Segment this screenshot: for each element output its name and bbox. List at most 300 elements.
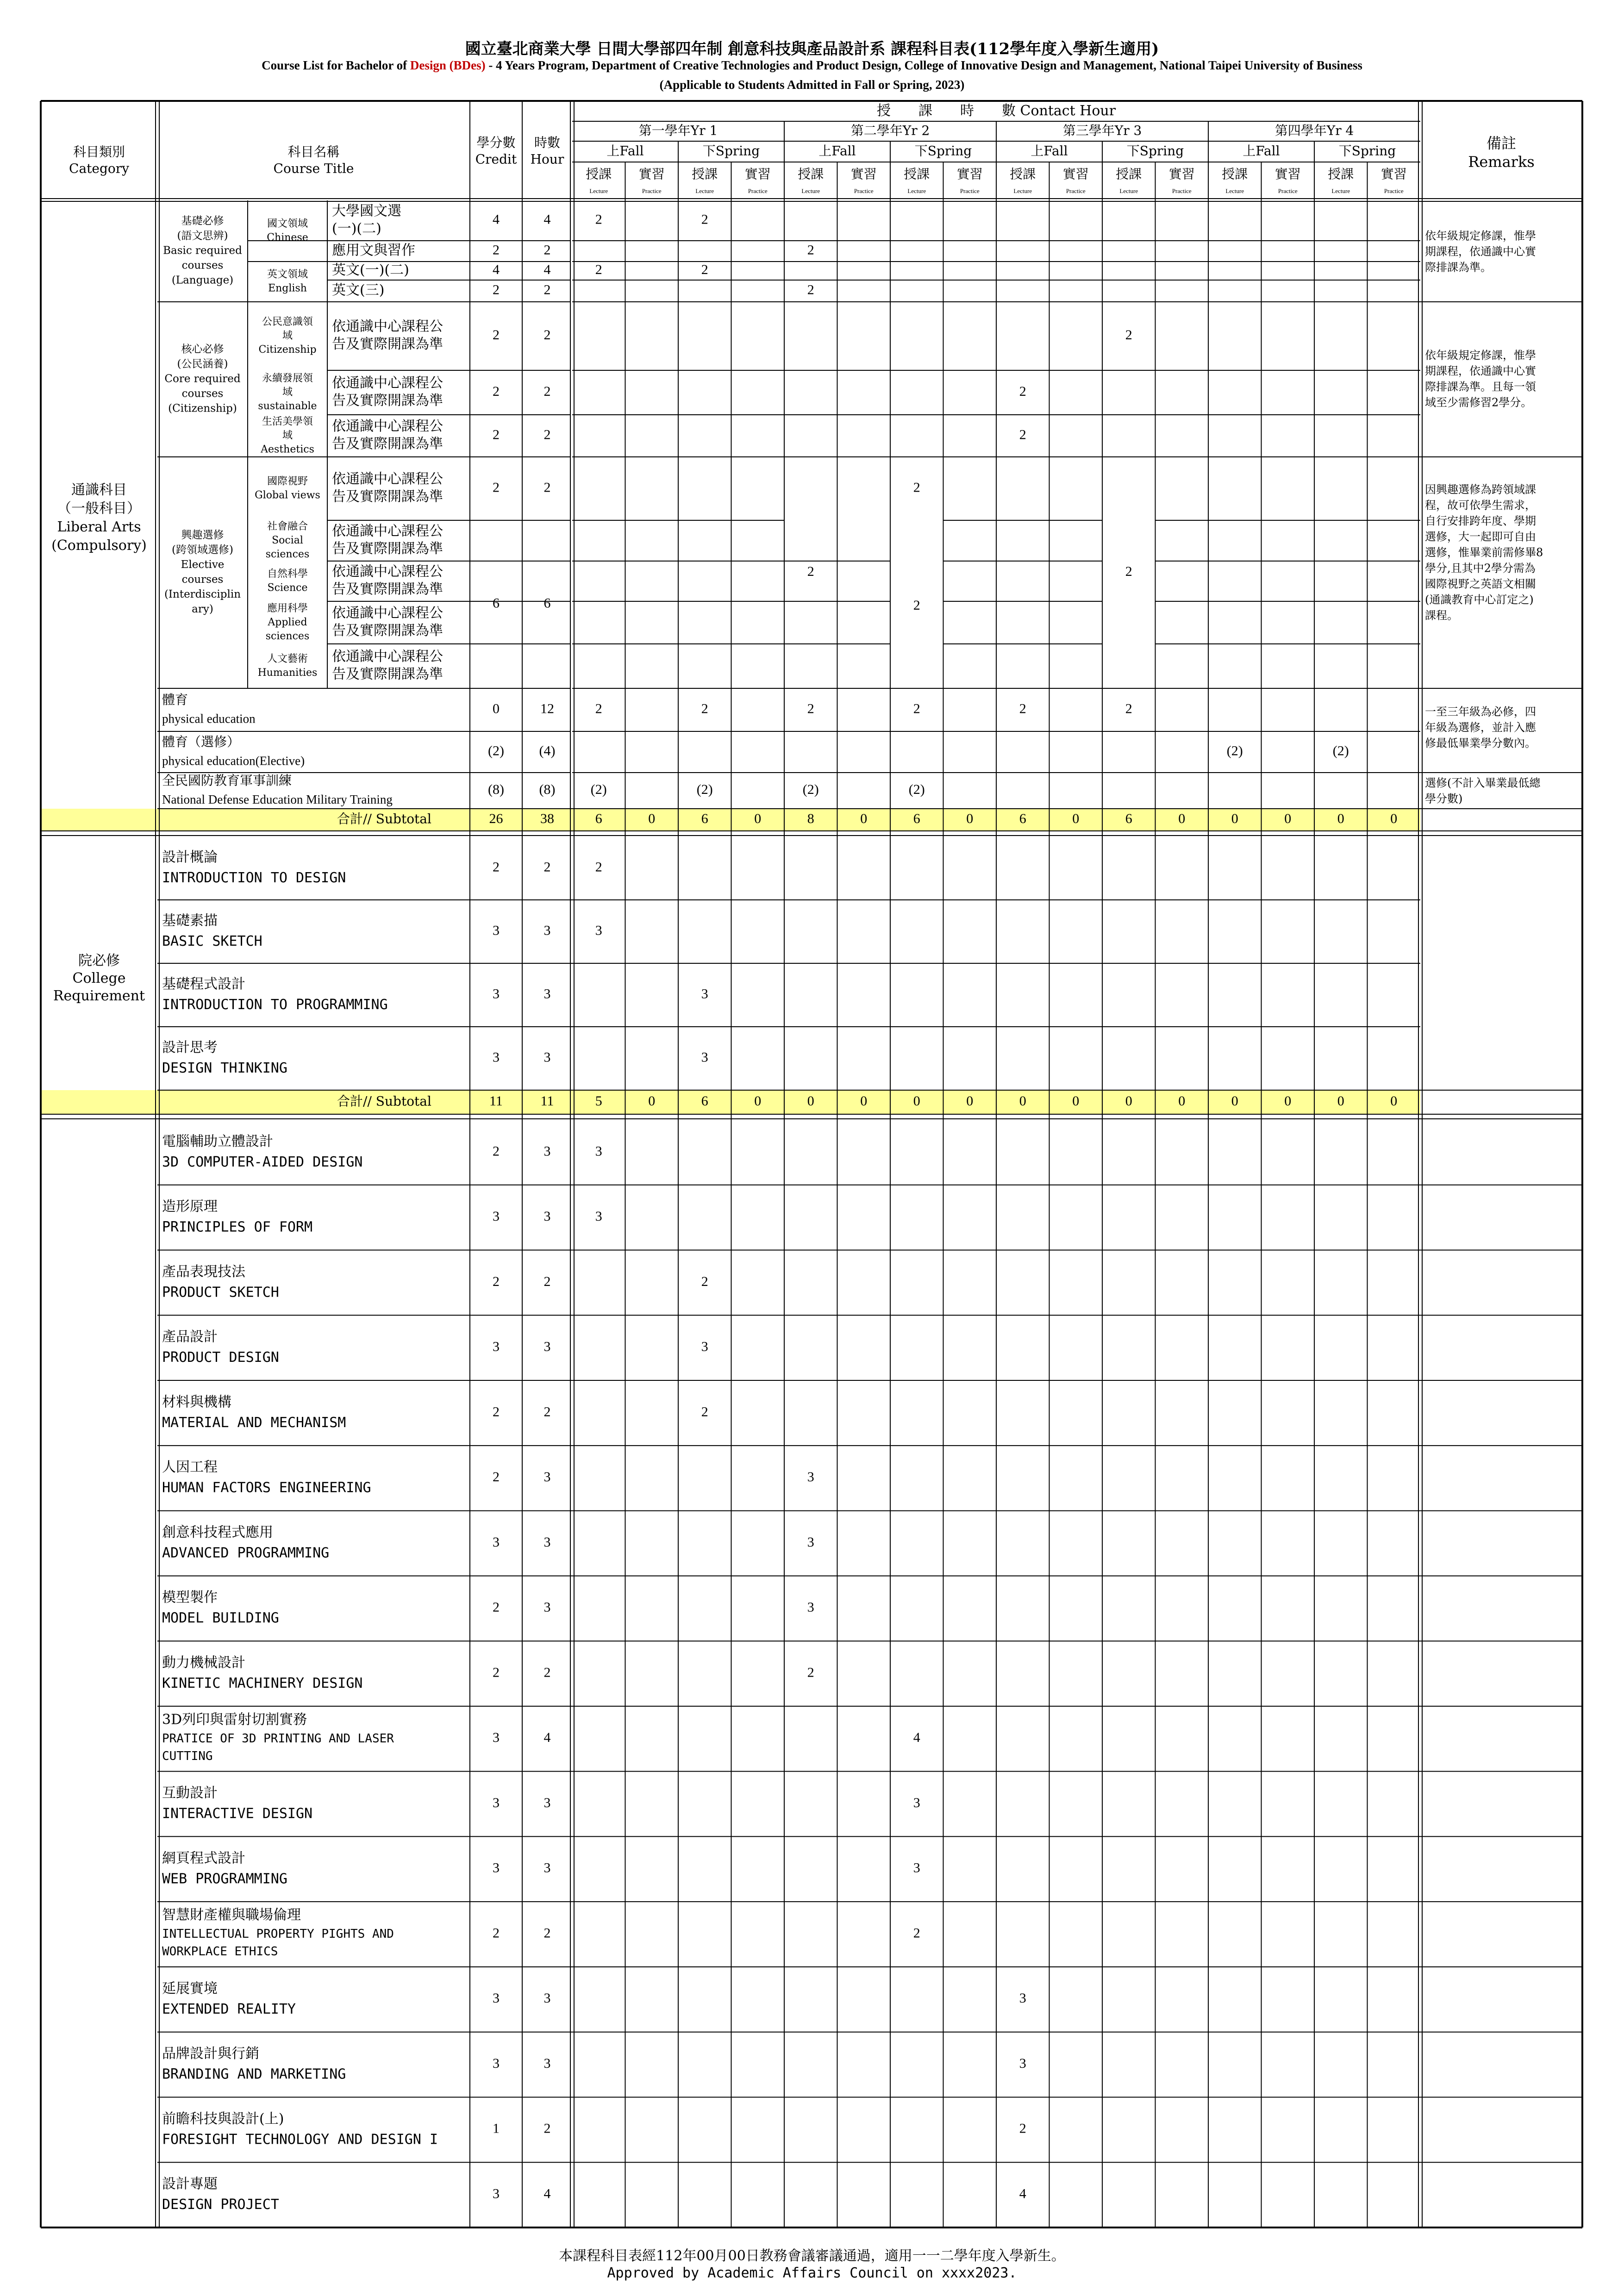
practice-header-en: Practice [1172, 187, 1192, 194]
field-label: English [268, 282, 307, 294]
course-title: 模型製作 [162, 1589, 218, 1606]
subtotal-row-college [41, 1090, 1420, 1114]
course-title-en: DESIGN THINKING [162, 1060, 287, 1076]
course-title: 依通識中心課程公 [332, 605, 443, 621]
hour-cell: 2 [543, 383, 551, 399]
field-label: 域 [282, 330, 293, 342]
group-label: (公民涵養) [177, 358, 228, 370]
course-title: 告及實際開課為準 [332, 336, 443, 352]
practice-header: 實習 [744, 166, 771, 182]
course-title: 依通識中心課程公 [332, 563, 443, 580]
semester-cell: 0 [807, 1093, 814, 1109]
semester-cell: 0 [966, 1093, 974, 1109]
practice-header: 實習 [850, 166, 877, 182]
field-label: 公民意識領 [262, 316, 313, 328]
remark-text: 際排課為準。 [1425, 261, 1492, 274]
hour-cell: 2 [543, 327, 551, 343]
group-label: (跨領域選修) [172, 544, 233, 556]
semester-cell: 2 [701, 1404, 708, 1420]
credit-cell: 2 [493, 1404, 500, 1420]
remark-text: 學分數) [1425, 792, 1463, 805]
semester-cell: 3 [1019, 2055, 1026, 2071]
remark-text: 期課程，依通識中心實 [1425, 245, 1536, 258]
hour-cell: 2 [543, 1925, 551, 1941]
fall-header: 上Fall [818, 143, 856, 159]
semester-cell: 3 [913, 1795, 920, 1810]
course-title: (一)(二) [332, 220, 381, 237]
course-title: 告及實際開課為準 [332, 666, 443, 682]
credit-cell: 2 [493, 383, 500, 399]
course-title-en: PRATICE OF 3D PRINTING AND LASER [162, 1731, 394, 1746]
credit-cell: 2 [493, 1273, 500, 1289]
approval-note-zh: 本課程科目表經112年00月00日教務會議審議通過，適用一一二學年度入學新生。 [559, 2248, 1065, 2264]
semester-cell: 2 [807, 242, 814, 258]
credit-cell: 2 [493, 1925, 500, 1941]
field-label: 國際視野 [267, 475, 308, 487]
practice-header: 實習 [1380, 166, 1407, 182]
remark-text: 因興趣選修為跨領域課 [1425, 483, 1536, 496]
credit-cell: 2 [493, 427, 500, 443]
hour-cell: 2 [543, 427, 551, 443]
semester-cell: 2 [595, 212, 602, 227]
practice-header-en: Practice [748, 187, 768, 194]
year-header: 第四學年Yr 4 [1274, 123, 1354, 138]
semester-cell: (2) [802, 781, 819, 797]
credit-cell: 3 [493, 1049, 500, 1065]
semester-cell: (2) [908, 781, 925, 797]
course-title-en: 3D COMPUTER-AIDED DESIGN [162, 1154, 363, 1170]
course-title: 人因工程 [162, 1459, 218, 1476]
course-title: 3D列印與雷射切割實務 [162, 1711, 307, 1728]
field-label: 域 [282, 387, 293, 398]
semester-cell: 2 [807, 563, 814, 579]
practice-header: 實習 [1168, 166, 1195, 182]
course-title-en: WORKPLACE ETHICS [162, 1945, 278, 1959]
course-title: 產品表現技法 [162, 1263, 245, 1280]
hour-cell: 2 [543, 242, 551, 258]
hour-cell: (4) [539, 743, 556, 759]
semester-cell: 2 [1019, 701, 1026, 717]
lecture-header-en: Lecture [1013, 187, 1032, 194]
credit-cell: 2 [493, 327, 500, 343]
remark-text: 國際視野之英語文相關 [1425, 577, 1536, 591]
credit-cell: 2 [493, 859, 500, 875]
semester-cell: 0 [860, 811, 868, 826]
remark-text: 期課程，依通識中心實 [1425, 364, 1536, 378]
category-college: College [72, 970, 126, 986]
hour-cell: 2 [543, 1404, 551, 1420]
credit-cell: 2 [493, 1469, 500, 1485]
course-title: 電腦輔助立體設計 [162, 1133, 273, 1150]
course-title-header: Course Title [273, 161, 354, 176]
lecture-header: 授課 [1328, 166, 1354, 182]
semester-cell: 2 [913, 597, 920, 613]
credit-cell: 3 [493, 1795, 500, 1810]
remark-text: 課程。 [1425, 609, 1458, 622]
course-title: 全民國防教育軍事訓練 [162, 773, 292, 788]
course-title: 智慧財產權與職場倫理 [162, 1907, 301, 1923]
spring-header: 下Spring [702, 143, 760, 159]
hour-cell: 3 [543, 1534, 551, 1550]
year-header: 第一學年Yr 1 [638, 123, 718, 138]
lecture-header: 授課 [692, 166, 718, 182]
course-title-en: PRODUCT DESIGN [162, 1349, 279, 1366]
credit-cell: (2) [488, 743, 504, 759]
course-title-en: INTRODUCTION TO DESIGN [162, 870, 346, 886]
semester-cell: 0 [1231, 1093, 1238, 1109]
field-label: Aesthetics [261, 443, 314, 455]
course-title-en: physical education(Elective) [162, 754, 305, 768]
hour-cell: 2 [543, 859, 551, 875]
course-title-en: WEB PROGRAMMING [162, 1871, 287, 1887]
semester-cell: 0 [1072, 811, 1080, 826]
course-title: 告及實際開課為準 [332, 541, 443, 557]
course-title: 創意科技程式應用 [162, 1524, 273, 1541]
course-title-en: PRINCIPLES OF FORM [162, 1219, 313, 1235]
group-label: Elective [181, 559, 225, 571]
course-title: 依通識中心課程公 [332, 418, 443, 435]
course-title: 告及實際開課為準 [332, 393, 443, 409]
credit-cell: 1 [493, 2121, 500, 2136]
hour-cell: 2 [543, 1273, 551, 1289]
course-title-en: HUMAN FACTORS ENGINEERING [162, 1479, 371, 1496]
semester-cell: 3 [807, 1469, 814, 1485]
fall-header: 上Fall [606, 143, 644, 159]
semester-cell: 2 [1019, 383, 1026, 399]
semester-cell: 0 [1284, 811, 1292, 826]
remark-text: 修最低畢業學分數內。 [1425, 736, 1536, 750]
lecture-header: 授課 [586, 166, 612, 182]
hour-cell: 4 [543, 2186, 551, 2202]
field-label: Social [272, 535, 303, 546]
field-label: Humanities [257, 667, 318, 679]
course-title: 體育（選修） [162, 734, 240, 749]
course-title-en: DESIGN PROJECT [162, 2196, 279, 2213]
group-label: (Language) [171, 274, 234, 287]
course-title: 設計思考 [162, 1039, 218, 1056]
field-label: 人文藝術 [267, 653, 308, 665]
course-title-en: INTERACTIVE DESIGN [162, 1805, 313, 1822]
course-title-en: physical education [162, 711, 256, 726]
subtotal-credit: 26 [489, 811, 503, 826]
category-college: 院必修 [78, 953, 120, 969]
credit-cell: 3 [493, 1730, 500, 1746]
remarks-header: 備註 [1486, 134, 1517, 152]
course-title: 依通識中心課程公 [332, 318, 443, 335]
semester-cell: 6 [595, 811, 602, 826]
group-label: 興趣選修 [181, 529, 224, 541]
group-label: Basic required [163, 244, 242, 257]
year-header: 第三學年Yr 3 [1062, 123, 1142, 138]
credit-cell: 3 [493, 1534, 500, 1550]
hour-cell: 3 [543, 986, 551, 1002]
course-title: 依通識中心課程公 [332, 649, 443, 665]
semester-cell: 2 [595, 859, 602, 875]
field-label: 英文領域 [267, 268, 308, 281]
practice-header-en: Practice [854, 187, 874, 194]
course-title: 基礎素描 [162, 912, 218, 929]
semester-cell: 4 [913, 1730, 920, 1746]
hour-cell: 3 [543, 923, 551, 938]
hour-cell: 3 [543, 1860, 551, 1876]
semester-cell: (2) [696, 781, 713, 797]
lecture-header-en: Lecture [589, 187, 608, 194]
semester-cell: (2) [1226, 743, 1243, 759]
subtotal-hour: 38 [540, 811, 554, 826]
hour-cell: 2 [543, 1665, 551, 1680]
semester-cell: 2 [807, 1665, 814, 1680]
course-title: 基礎程式設計 [162, 976, 245, 992]
remark-text: 依年級規定修課，惟學 [1425, 229, 1536, 243]
course-title-en: KINETIC MACHINERY DESIGN [162, 1675, 363, 1691]
semester-cell: 3 [807, 1534, 814, 1550]
semester-cell: 0 [1178, 1093, 1186, 1109]
practice-header: 實習 [1274, 166, 1301, 182]
semester-cell: 3 [595, 923, 602, 938]
semester-cell: 0 [1231, 811, 1238, 826]
semester-cell: 3 [807, 1599, 814, 1615]
course-title: 材料與機構 [162, 1394, 231, 1410]
semester-cell: 0 [1337, 1093, 1344, 1109]
group-label: Core required [164, 373, 241, 385]
field-label: 域 [282, 430, 293, 442]
semester-cell: 2 [1019, 2121, 1026, 2136]
course-title: 依通識中心課程公 [332, 471, 443, 487]
field-label: 應用科學 [267, 603, 308, 614]
remark-text: 年級為選修，並計入應 [1425, 721, 1536, 734]
course-title: 應用文與習作 [332, 242, 415, 259]
lecture-header: 授課 [798, 166, 824, 182]
course-title: 造形原理 [162, 1198, 218, 1215]
remark-text: 依年級規定修課，惟學 [1425, 349, 1536, 362]
hour-cell: 4 [543, 212, 551, 227]
page-title: 國立臺北商業大學 日間大學部四年制 創意科技與產品設計系 課程科目表(112學年度入學新生適用) [465, 40, 1159, 58]
semester-cell: 0 [754, 1093, 762, 1109]
course-title: 產品設計 [162, 1329, 218, 1345]
hour-cell: 4 [543, 1730, 551, 1746]
semester-cell: 6 [701, 811, 708, 826]
course-title-en: EXTENDED REALITY [162, 2001, 296, 2017]
hour-cell: 12 [540, 701, 554, 717]
semester-cell: 0 [860, 1093, 868, 1109]
hour-header: 時數 [534, 135, 561, 150]
lecture-header-en: Lecture [907, 187, 926, 194]
practice-header-en: Practice [1278, 187, 1298, 194]
credit-cell: 3 [493, 1990, 500, 2006]
remark-text: 選修，大一起即可自由 [1425, 530, 1536, 543]
practice-header-en: Practice [1066, 187, 1086, 194]
field-label: Citizenship [258, 344, 317, 356]
course-title: 互動設計 [162, 1785, 218, 1802]
fall-header: 上Fall [1243, 143, 1280, 159]
course-title-en: ADVANCED PROGRAMMING [162, 1545, 330, 1561]
credit-header: Credit [475, 151, 517, 167]
remark-text: 域至少需修習2學分。 [1425, 396, 1532, 409]
hour-cell: 2 [543, 480, 551, 495]
course-title-header: 科目名稱 [287, 144, 340, 160]
credit-cell: 3 [493, 2055, 500, 2071]
credit-cell: 3 [493, 923, 500, 938]
category-liberal-arts: 通識科目 [71, 482, 127, 498]
credit-cell: 3 [493, 986, 500, 1002]
semester-cell: 8 [807, 811, 814, 826]
semester-cell: 2 [1019, 427, 1026, 443]
field-label: sciences [265, 549, 310, 560]
remark-text: 選修(不計入畢業最低總 [1425, 776, 1541, 790]
semester-cell: (2) [1332, 743, 1349, 759]
subtotal-row-liberal [41, 809, 1420, 831]
field-label: 自然科學 [267, 568, 308, 580]
semester-cell: 0 [648, 811, 656, 826]
semester-cell: 3 [1019, 1990, 1026, 2006]
course-title: 依通識中心課程公 [332, 523, 443, 539]
credit-cell: 2 [493, 242, 500, 258]
semester-cell: 3 [701, 986, 708, 1002]
field-label: 永續發展領 [262, 373, 313, 384]
category-college: Requirement [53, 988, 145, 1004]
hour-cell: 3 [543, 1209, 551, 1224]
subtotal-label: 合計// Subtotal [337, 811, 431, 827]
semester-cell: 2 [913, 701, 920, 717]
lecture-header-en: Lecture [695, 187, 714, 194]
course-title: 英文(一)(二) [332, 262, 409, 278]
field-label: sustainable [258, 400, 317, 412]
semester-cell: 6 [1019, 811, 1026, 826]
credit-cell: 2 [493, 480, 500, 495]
course-title-en: National Defense Education Military Training [162, 792, 393, 807]
credit-cell: 2 [493, 1143, 500, 1159]
hour-cell: 3 [543, 1143, 551, 1159]
semester-cell: 0 [1125, 1093, 1132, 1109]
practice-header-en: Practice [642, 187, 662, 194]
hour-cell: 2 [543, 282, 551, 298]
hour-cell: 2 [543, 2121, 551, 2136]
category-liberal-arts: Liberal Arts [57, 519, 141, 535]
lecture-header-en: Lecture [1331, 187, 1350, 194]
practice-header-en: Practice [1384, 187, 1404, 194]
group-label: courses [181, 574, 224, 586]
remarks-header: Remarks [1468, 153, 1535, 171]
field-label: Global views [255, 489, 320, 501]
semester-cell: 0 [1337, 811, 1344, 826]
course-title: 品牌設計與行銷 [162, 2046, 259, 2062]
course-title-en: INTRODUCTION TO PROGRAMMING [162, 997, 388, 1013]
course-title-en: BRANDING AND MARKETING [162, 2066, 346, 2083]
semester-cell: 6 [701, 1093, 708, 1109]
course-title: 動力機械設計 [162, 1654, 245, 1671]
course-title: 英文(三) [332, 282, 385, 299]
hour-cell: 6 [543, 595, 551, 611]
semester-cell: 0 [1178, 811, 1186, 826]
remark-text: 程，故可依學生需求， [1425, 499, 1536, 512]
course-title-en: MATERIAL AND MECHANISM [162, 1414, 346, 1431]
hour-cell: 3 [543, 2055, 551, 2071]
category-header: Category [69, 161, 129, 176]
field-label: 生活美學領 [262, 416, 313, 428]
field-label: Applied [268, 617, 307, 628]
semester-cell: 0 [1390, 811, 1398, 826]
credit-cell: 3 [493, 1209, 500, 1224]
credit-cell: 3 [493, 1860, 500, 1876]
hour-cell: 3 [543, 1469, 551, 1485]
title-en-part-a: Course List for Bachelor of [262, 58, 410, 72]
course-title: 體育 [162, 692, 188, 707]
semester-cell: 0 [966, 811, 974, 826]
category-liberal-arts: （一般科目） [57, 500, 141, 517]
course-title: 告及實際開課為準 [332, 436, 443, 452]
credit-cell: 2 [493, 1665, 500, 1680]
semester-cell: 6 [913, 811, 920, 826]
credit-cell: (8) [488, 781, 504, 797]
hour-cell: 3 [543, 1339, 551, 1354]
contact-hour-header: 授 課 時 數 Contact Hour [876, 103, 1116, 119]
semester-cell: 2 [913, 1925, 920, 1941]
course-title-en: BASIC SKETCH [162, 933, 262, 949]
page-subtitle: (Applicable to Students Admitted in Fall or Spring, 2023) [659, 78, 965, 92]
lecture-header-en: Lecture [1119, 187, 1138, 194]
semester-cell: 2 [701, 262, 708, 277]
course-title: 前瞻科技與設計(上) [162, 2110, 284, 2127]
course-title: 大學國文選 [332, 203, 401, 219]
lecture-header: 授課 [1116, 166, 1142, 182]
subtotal-label: 合計// Subtotal [337, 1093, 431, 1109]
field-label: Science [267, 582, 308, 594]
course-title: 告及實際開課為準 [332, 581, 443, 598]
course-title: 告及實際開課為準 [332, 488, 443, 505]
spring-header: 下Spring [1338, 143, 1396, 159]
remark-text: 自行安排跨年度、學期 [1425, 514, 1536, 528]
course-title-en: MODEL BUILDING [162, 1610, 279, 1627]
semester-cell: 2 [1125, 563, 1132, 579]
hour-cell: 3 [543, 1990, 551, 2006]
approval-note-en: Approved by Academic Affairs Council on xxxx2023. [607, 2265, 1017, 2281]
degree-name: Design (BDes) [410, 58, 486, 72]
semester-cell: 2 [913, 480, 920, 495]
remark-text: 際排課為準。且每一領 [1425, 380, 1536, 393]
semester-cell: 0 [754, 811, 762, 826]
remark-text: 一至三年級為必修，四 [1425, 705, 1536, 718]
lecture-header: 授課 [1010, 166, 1036, 182]
group-label: 核心必修 [181, 343, 224, 356]
semester-cell: 0 [648, 1093, 656, 1109]
semester-cell: 3 [701, 1049, 708, 1065]
field-label: sciences [265, 630, 310, 642]
group-label: courses [181, 259, 224, 272]
group-label: courses [181, 387, 224, 400]
credit-cell: 4 [493, 212, 500, 227]
semester-cell: 5 [595, 1093, 602, 1109]
semester-cell: 2 [701, 701, 708, 717]
semester-cell: 3 [595, 1143, 602, 1159]
hour-cell: 3 [543, 1599, 551, 1615]
subtotal-credit: 11 [489, 1093, 503, 1109]
remark-text: (通識教育中心訂定之) [1425, 593, 1534, 606]
credit-cell: 3 [493, 2186, 500, 2202]
lecture-header-en: Lecture [801, 187, 820, 194]
credit-cell: 6 [493, 595, 500, 611]
course-title: 設計概論 [162, 849, 218, 866]
course-title: 依通識中心課程公 [332, 375, 443, 391]
group-label: (Citizenship) [168, 402, 237, 415]
semester-cell: 2 [1125, 327, 1132, 343]
category-header: 科目類別 [73, 144, 125, 160]
semester-cell: 2 [807, 701, 814, 717]
lecture-header: 授課 [1222, 166, 1248, 182]
credit-cell: 0 [493, 701, 500, 717]
group-label: (語文思辨) [177, 230, 228, 242]
group-label: (Interdisciplin [164, 588, 241, 600]
semester-cell: 3 [701, 1339, 708, 1354]
